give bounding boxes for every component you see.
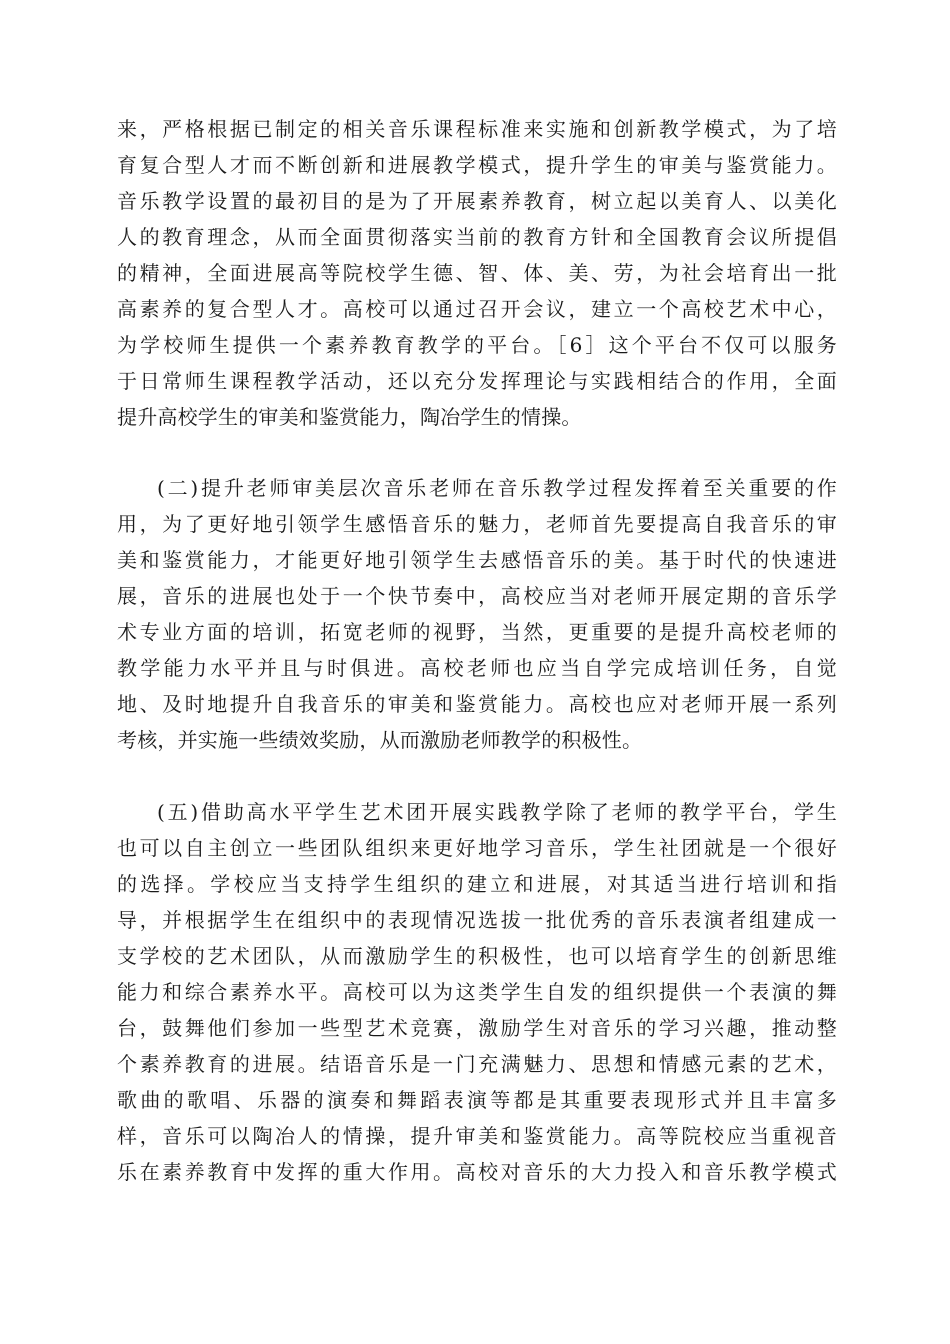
text-line: 高素养的复合型人才。高校可以通过召开会议，建立一个高校艺术中心， (117, 297, 837, 321)
paragraph-aesthetic-education (117, 111, 837, 435)
text-line: 考核，并实施一些绩效奖励，从而激励老师教学的积极性。 (117, 728, 643, 752)
text-line: 也可以自主创立一些团队组织来更好地学习音乐，学生社团就是一个很好 (117, 836, 837, 860)
text-line: 美和鉴赏能力，才能更好地引领学生去感悟音乐的美。基于时代的快速进 (117, 548, 837, 572)
text-line: 人的教育理念，从而全面贯彻落实当前的教育方针和全国教育会议所提倡 (117, 225, 837, 249)
text-line: 为学校师生提供一个素养教育教学的平台。［6］这个平台不仅可以服务 (117, 333, 837, 357)
paragraph-student-art-troupe (117, 794, 837, 1190)
text-line: 育复合型人才而不断创新和进展教学模式，提升学生的审美与鉴赏能力。 (117, 153, 837, 177)
text-line: (二)提升老师审美层次音乐老师在音乐教学过程发挥着至关重要的作 (157, 476, 837, 500)
text-line: 展，音乐的进展也处于一个快节奏中，高校应当对老师开展定期的音乐学 (117, 584, 837, 608)
text-line: 术专业方面的培训，拓宽老师的视野，当然，更重要的是提升高校老师的 (117, 620, 837, 644)
text-line: 教学能力水平并且与时俱进。高校老师也应当自学完成培训任务，自觉 (117, 656, 837, 680)
text-line: 的精神，全面进展高等院校学生德、智、体、美、劳，为社会培育出一批 (117, 261, 837, 285)
text-line: 个素养教育的进展。结语音乐是一门充满魅力、思想和情感元素的艺术， (117, 1052, 837, 1076)
text-line: 台，鼓舞他们参加一些型艺术竞赛，激励学生对音乐的学习兴趣，推动整 (117, 1016, 837, 1040)
text-line: 于日常师生课程教学活动，还以充分发挥理论与实践相结合的作用，全面 (117, 369, 837, 393)
text-line: 能力和综合素养水平。高校可以为这类学生自发的组织提供一个表演的舞 (117, 980, 837, 1004)
text-line: 乐在素养教育中发挥的重大作用。高校对音乐的大力投入和音乐教学模式 (117, 1160, 837, 1184)
text-line: 歌曲的歌唱、乐器的演奏和舞蹈表演等都是其重要表现形式并且丰富多 (117, 1088, 837, 1112)
paragraph-teacher-aesthetics (117, 470, 837, 758)
text-line: 支学校的艺术团队，从而激励学生的积极性，也可以培育学生的创新思维 (117, 944, 837, 968)
text-line: 样，音乐可以陶冶人的情操，提升审美和鉴赏能力。高等院校应当重视音 (117, 1124, 837, 1148)
text-line: 来，严格根据已制定的相关音乐课程标准来实施和创新教学模式，为了培 (117, 117, 837, 141)
text-line: 用，为了更好地引领学生感悟音乐的魅力，老师首先要提高自我音乐的审 (117, 512, 837, 536)
text-line: 导，并根据学生在组织中的表现情况选拔一批优秀的音乐表演者组建成一 (117, 908, 837, 932)
text-line: 音乐教学设置的最初目的是为了开展素养教育，树立起以美育人、以美化 (117, 189, 837, 213)
text-line: 提升高校学生的审美和鉴赏能力，陶冶学生的情操。 (117, 405, 582, 429)
text-line: 地、及时地提升自我音乐的审美和鉴赏能力。高校也应对老师开展一系列 (117, 692, 837, 716)
text-line: (五)借助高水平学生艺术团开展实践教学除了老师的教学平台，学生 (157, 800, 837, 824)
text-line: 的选择。学校应当支持学生组织的建立和进展，对其适当进行培训和指 (117, 872, 837, 896)
